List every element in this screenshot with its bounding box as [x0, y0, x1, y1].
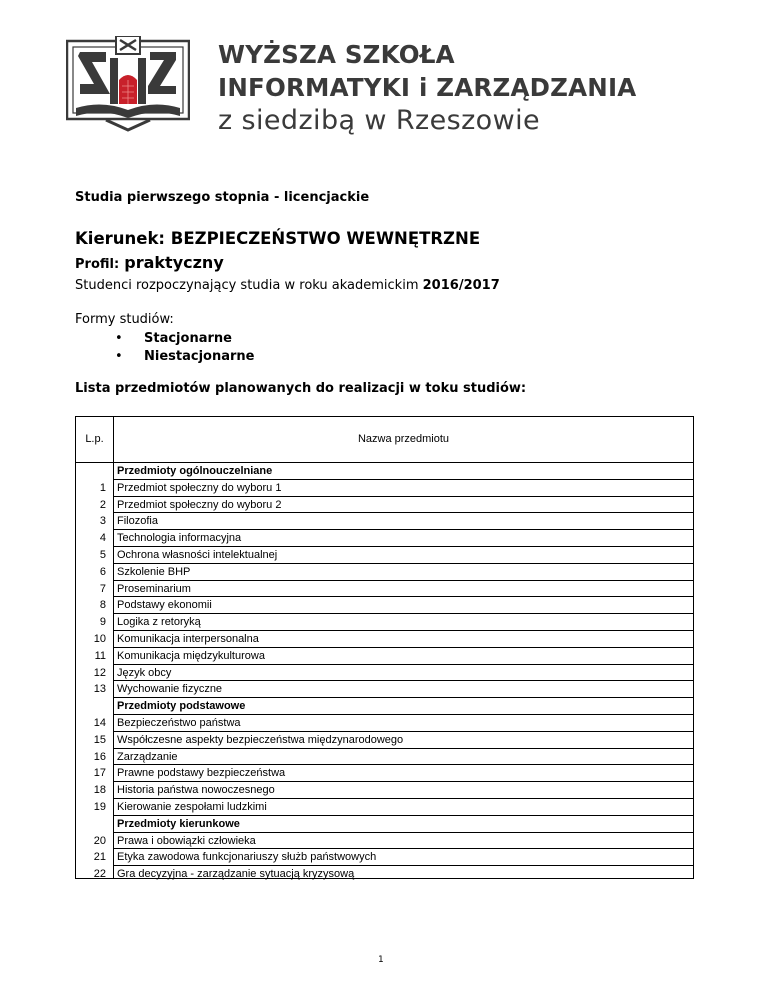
- table-row: [76, 732, 693, 749]
- row-number: 22: [93, 868, 106, 881]
- page-number: 1: [378, 955, 384, 965]
- subject-name: Szkolenie BHP: [117, 565, 191, 578]
- table-row: [76, 782, 693, 799]
- row-number: 21: [93, 851, 106, 864]
- row-number: 16: [93, 750, 106, 763]
- table-group-row: [76, 816, 693, 833]
- group-heading: Przedmioty ogólnouczelniane: [117, 465, 273, 477]
- subject-name: Przedmiot społeczny do wyboru 2: [117, 498, 282, 511]
- university-name-line-2: INFORMATYKI i ZARZĄDZANIA: [218, 73, 637, 102]
- study-form: Stacjonarne: [144, 331, 232, 346]
- group-heading: Przedmioty kierunkowe: [117, 817, 240, 830]
- row-number: 1: [99, 481, 106, 494]
- row-number: 5: [99, 548, 106, 561]
- university-name-line-3: z siedzibą w Rzeszowie: [218, 105, 540, 136]
- table-row: [76, 866, 693, 883]
- table-row: [76, 513, 693, 530]
- study-form: Niestacjonarne: [144, 349, 255, 364]
- profile-value: praktyczny: [124, 253, 224, 272]
- university-name-line-1: WYŻSZA SZKOŁA: [218, 40, 455, 69]
- subject-name: Bezpieczeństwo państwa: [117, 716, 241, 729]
- subject-name: Technologia informacyjna: [117, 532, 242, 545]
- list-item: [114, 348, 254, 366]
- study-forms-list: [114, 330, 254, 366]
- row-number: 3: [99, 515, 106, 528]
- university-logo: [66, 36, 190, 132]
- table-row: [76, 833, 693, 850]
- subject-name: Przedmiot społeczny do wyboru 1: [117, 481, 282, 494]
- subject-name: Komunikacja interpersonalna: [117, 632, 259, 645]
- table-row: [76, 547, 693, 564]
- table-row: [76, 631, 693, 648]
- table-row: [76, 765, 693, 782]
- subject-name: Język obcy: [117, 666, 172, 679]
- subject-name: Prawne podstawy bezpieczeństwa: [117, 767, 286, 780]
- table-row: [76, 799, 693, 816]
- students-text: Studenci rozpoczynający studia w roku akademickim: [75, 278, 419, 293]
- subject-name: Filozofia: [117, 515, 158, 528]
- row-number: 4: [99, 532, 106, 545]
- table-row: [76, 715, 693, 732]
- table-row: [76, 648, 693, 665]
- row-number: 20: [93, 834, 106, 847]
- bullet-icon: •: [115, 349, 123, 364]
- row-number: 14: [93, 716, 106, 729]
- row-number: 13: [93, 683, 106, 696]
- table-row: [76, 849, 693, 866]
- subject-name: Historia państwa nowoczesnego: [117, 784, 275, 797]
- table-row: [76, 497, 693, 514]
- row-number: 8: [99, 599, 106, 612]
- table-row: [76, 665, 693, 682]
- row-number: 18: [93, 784, 106, 797]
- subject-name: Współczesne aspekty bezpieczeństwa międzynarodowego: [117, 733, 404, 746]
- subject-name: Zarządzanie: [117, 750, 178, 763]
- row-number: 12: [93, 666, 106, 679]
- table-group-row: [76, 698, 693, 715]
- table-row: [76, 681, 693, 698]
- forms-label: Formy studiów:: [75, 312, 174, 327]
- row-number: 7: [99, 582, 106, 595]
- students-info: [75, 278, 500, 293]
- table-row: [76, 597, 693, 614]
- degree-level: Studia pierwszego stopnia - licencjackie: [75, 190, 370, 205]
- table-row: [76, 480, 693, 497]
- subjects-list-heading: Lista przedmiotów planowanych do realizacji w toku studiów:: [75, 381, 527, 396]
- table-row: [76, 614, 693, 631]
- subject-name: Kierowanie zespołami ludzkimi: [117, 800, 267, 813]
- table-row: [76, 581, 693, 598]
- bullet-icon: •: [115, 331, 123, 346]
- row-number: 2: [99, 498, 106, 511]
- table-body: [76, 463, 693, 883]
- row-number: 10: [93, 632, 106, 645]
- subject-name: Etyka zawodowa funkcjonariuszy służb państwowych: [117, 851, 377, 864]
- subject-name: Gra decyzyjna - zarządzanie sytuacją kryzysową: [117, 868, 355, 881]
- subject-name: Wychowanie fizyczne: [117, 683, 223, 696]
- row-number: 9: [99, 616, 106, 629]
- academic-year: 2016/2017: [422, 278, 500, 293]
- row-number: 11: [94, 649, 106, 662]
- table-row: [76, 564, 693, 581]
- column-header-name: Nazwa przedmiotu: [357, 433, 450, 445]
- subject-name: Proseminarium: [117, 582, 191, 595]
- subject-name: Logika z retoryką: [117, 616, 201, 629]
- subject-name: Prawa i obowiązki człowieka: [117, 834, 256, 847]
- profile-label: Profil:: [75, 257, 120, 272]
- field-of-study: Kierunek: BEZPIECZEŃSTWO WEWNĘTRZNE: [75, 229, 481, 248]
- table-row: [76, 749, 693, 766]
- table-row: [76, 530, 693, 547]
- university-name: [218, 38, 636, 137]
- row-number: 17: [93, 767, 106, 780]
- list-item: [114, 330, 254, 348]
- table-group-row: [76, 463, 693, 480]
- row-number: 19: [93, 800, 106, 813]
- group-heading: Przedmioty podstawowe: [117, 700, 246, 713]
- subject-name: Podstawy ekonomii: [117, 599, 212, 612]
- row-number: 15: [93, 733, 106, 746]
- column-header-lp: L.p.: [85, 433, 104, 445]
- study-profile: [75, 253, 224, 272]
- subject-name: Komunikacja międzykulturowa: [117, 649, 265, 662]
- row-number: 6: [99, 565, 106, 578]
- subject-name: Ochrona własności intelektualnej: [117, 548, 278, 561]
- subjects-table: [75, 416, 694, 879]
